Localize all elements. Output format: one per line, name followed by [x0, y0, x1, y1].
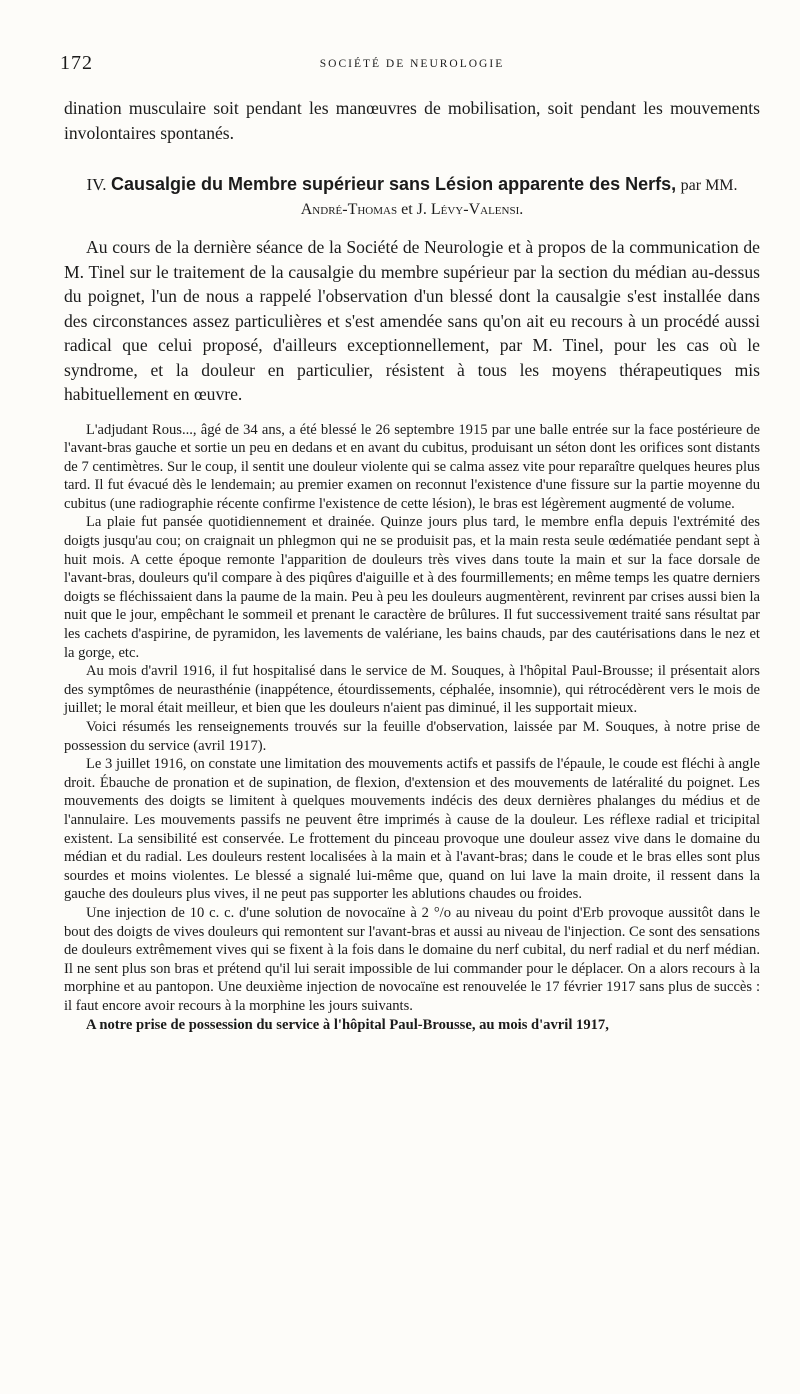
paragraph: Le 3 juillet 1916, on constate une limitation des mouvements actifs et passifs de l'épaule, le coude est fléchi à angle droit. Ébauche de pronation et de supination, de flexion, d'extension et des mouvements de latéralité du poignet. Les mouvements des doigts se limitent à quelques mouvements indécis des deux dernières phalanges du médius et de l'annulaire. Les mouvements passifs ne peuvent être imprimés à cause de la douleur. Les réflexe radial et tricipital existent. La sensibilité est conservée. Le frottement du pinceau provoque une douleur assez vive dans le domaine du médian et du radial. Les douleurs restent localisées à la main et à l'avant-bras; dans le coude et le bras elles sont plus sourdes et moins violentes. Le blessé a signalé lui-même que, quand on lui lave la main droite, il ressent dans la gauche des douleurs plus vives, il ne peut pas supporter les ablutions chaudes ou froides. [64, 756, 760, 903]
paragraph: L'adjudant Rous..., âgé de 34 ans, a été blessé le 26 septembre 1915 par une balle entrée sur la face postérieure de l'avant-bras gauche et sortie un peu en dedans et en avant du cubitus, produisant un séton dont les orifices sont distants de 7 centimètres. Sur le coup, il sentit une douleur violente qui se calma assez vite pour reparaître quelques heures plus tard. Il fut évacué dès le lendemain; au premier examen on reconnut l'existence d'une fissure sur la partie moyenne du cubitus (une radiographie récente confirme l'existence de cette lésion), le bras est légèrement augmenté de volume. [64, 421, 760, 512]
page-number: 172 [60, 52, 93, 74]
paragraph: Au mois d'avril 1916, il fut hospitalisé dans le service de M. Souques, à l'hôpital Paul-Brousse; il présentait alors des symptômes de neurasthénie (inappétence, étourdissements, céphalée, insomnie), qui rétrocédèrent vers le mois de juillet; le moral était meilleur, et bien que les douleurs n'aient pas diminué, il les supportait mieux. [64, 663, 760, 717]
paragraph: Voici résumés les renseignements trouvés sur la feuille d'observation, laissée par M. Souques, à notre prise de possession du service (avril 1917). [64, 719, 760, 754]
paragraph: La plaie fut pansée quotidiennement et drainée. Quinze jours plus tard, le membre enfla depuis l'extrémité des doigts jusqu'au cou; on craignait un phlegmon qui ne se produisit pas, et la main resta seule œdématiée pendant sept à huit mois. A cette époque remonte l'apparition de douleurs très vives dans toute la main et sur la face dorsale de l'avant-bras, douleurs qu'il compare à des piqûres d'aiguille et à des fourmillements; en même temps les quatre derniers doigts se fléchissaient dans la paume de la main. Peu à peu les douleurs augmentèrent, revinrent par crises aussi bien la nuit que le jour, empêchant le sommeil et prenant le caractère de brûlures. Il fut successivement traité sans résultat par les cachets d'aspirine, de pyramidon, les lavements de valériane, les bains chauds, par des cautérisations dans le nez et la gorge, etc. [64, 514, 760, 661]
section-title: Causalgie du Membre supérieur sans Lésion apparente des Nerfs, [110, 174, 677, 194]
intro-paragraph: dination musculaire soit pendant les manœuvres de mobilisation, soit pendant les mouvements involontaires spontanés. [64, 98, 760, 143]
body-large-text [64, 235, 760, 407]
running-head: SOCIÉTÉ DE NEUROLOGIE [319, 58, 505, 70]
paragraph: A notre prise de possession du service à l'hôpital Paul-Brousse, au mois d'avril 1917, [86, 1016, 609, 1033]
paragraph: Une injection de 10 c. c. d'une solution de novocaïne à 2 °/o au niveau du point d'Erb provoque aussitôt dans le bout des doigts de vives douleurs qui remontent sur l'avant-bras et aussi au niveau de l'injection. Ce sont des sensations de douleurs extrêmement vives qui se fixent à la fois dans le domaine du nerf cubital, du nerf radial et du nerf médian. Il ne sent plus son bras et prétend qu'il lui serait impossible de lui commander pour le déplacer. On a alors recours à la morphine et au pantopon. Une deuxième injection de novocaïne est renouvelée le 17 février 1917 sans plus de succès : il faut encore avoir recours à la morphine les jours suivants. [64, 904, 760, 1014]
journal-page [60, 52, 760, 1034]
page-header [60, 52, 760, 78]
paragraph: Au cours de la dernière séance de la Société de Neurologie et à propos de la communication de M. Tinel sur le traitement de la causalgie du membre supérieur par la section du médian au-dessus du poignet, l'un de nous a rappelé l'observation d'un blessé dont la causalgie s'est installée dans des circonstances assez particulières et s'est amendée sans qu'on ait eu recours à un procédé aussi radical que celui proposé, d'ailleurs exceptionnellement, par M. Tinel, pour les cas où le syndrome, et la douleur en particulier, résistent à tous les moyens thérapeutiques mis habituellement en œuvre. [64, 237, 760, 404]
authors-prefix: par MM. [680, 177, 738, 194]
author-join: et J. [401, 201, 427, 218]
section-number: IV. [86, 175, 107, 194]
author-name: Lévy-Valensi. [430, 201, 524, 218]
case-report [64, 421, 760, 1035]
author-name: André-Thomas [300, 201, 398, 218]
section-heading [64, 173, 760, 221]
